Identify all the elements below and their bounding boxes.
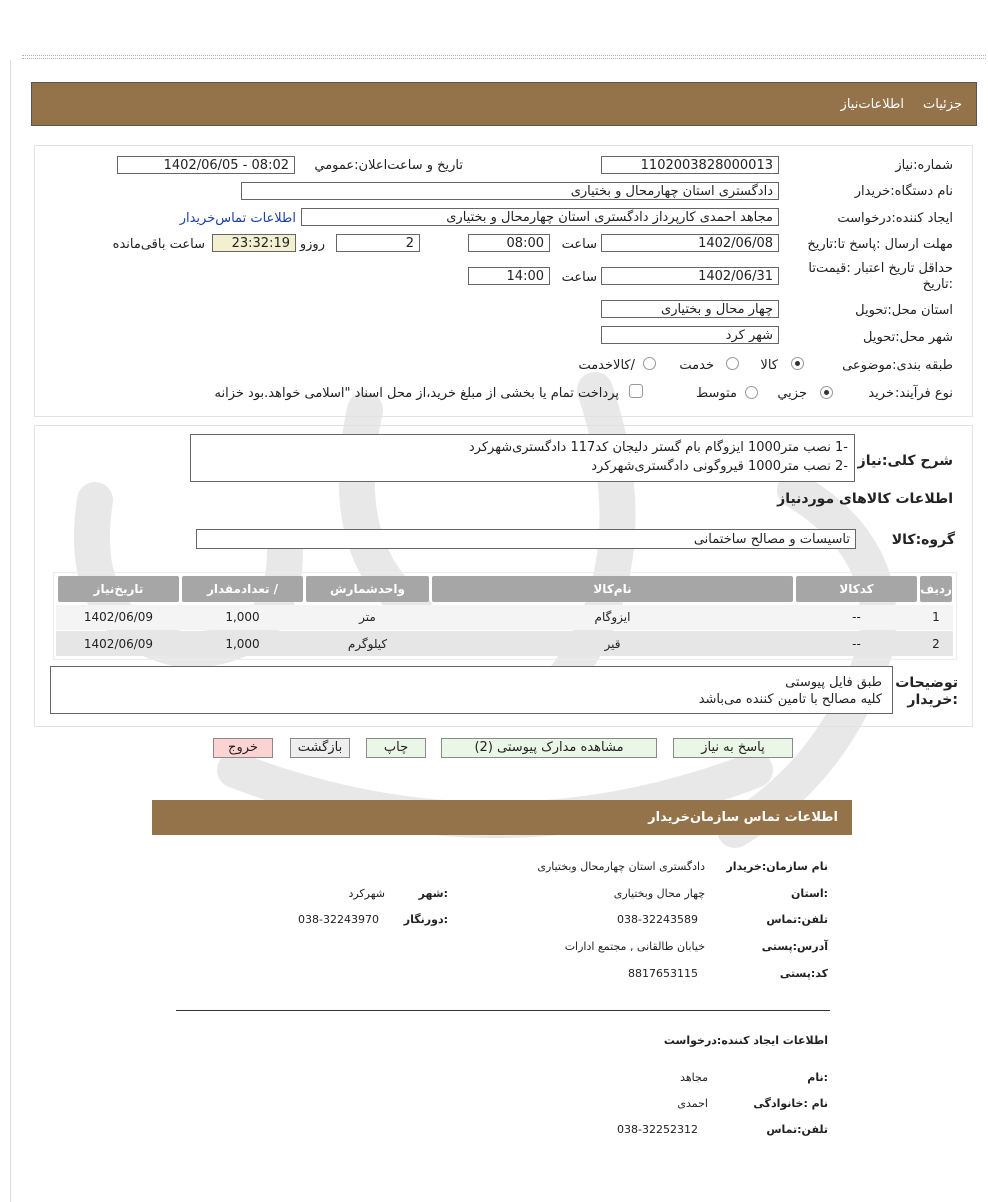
requester-phone-value: 038-32252312 — [617, 1123, 698, 1136]
requester-title: اطلاعات ایجاد کننده:درخواست — [663, 1034, 828, 1047]
days-field: 2 — [336, 234, 420, 252]
goods-group-field: تاسیسات و مصالح ساختمانی — [196, 529, 856, 549]
min-validity-label-2: :تاریخ — [922, 277, 953, 292]
requester-name-value: مجاهد — [680, 1071, 708, 1084]
left-border — [10, 60, 11, 1202]
province-label: استان محل:تحویل — [855, 303, 953, 318]
cell-date: 1402/06/09 — [83, 610, 154, 624]
contact-phone-value: 038-32243589 — [617, 913, 698, 926]
validity-time-label: ساعت — [561, 270, 597, 285]
notes-line-1: طبق فایل پیوستی — [785, 675, 882, 690]
back-button[interactable]: بازگشت — [290, 738, 350, 758]
province-field: چهار محال و بختیاری — [601, 300, 779, 318]
contact-fax-value: 038-32243970 — [298, 913, 379, 926]
creator-label: ایجاد کننده:درخواست — [837, 211, 953, 226]
exit-button[interactable]: خروج — [213, 738, 273, 758]
col-header-qty: / تعدادمقدار — [182, 576, 303, 602]
validity-date-field: 1402/06/31 — [601, 267, 779, 285]
contact-org-value: دادگستری استان چهارمحال وبختیاری — [537, 860, 705, 873]
category-goods-radio[interactable] — [791, 357, 804, 370]
category-both-radio[interactable] — [643, 357, 656, 370]
buyer-org-label: نام دستگاه:خریدار — [854, 184, 953, 199]
need-number-field: 1102003828000013 — [601, 156, 779, 174]
days-label: روزو — [299, 237, 325, 252]
contact-fax-label: :دورنگار — [403, 913, 448, 926]
buyer-contact-link[interactable]: اطلاعات تماس‌خریدار — [179, 211, 296, 226]
goods-group-label: گروه:کالا — [891, 532, 955, 548]
buyer-notes-label-2: :خریدار — [907, 692, 958, 708]
requester-phone-label: تلفن:تماس — [766, 1123, 828, 1136]
cell-code: -- — [852, 610, 861, 624]
deadline-time-field: 08:00 — [468, 234, 550, 252]
contact-address-value: خیابان طالقانی , مجتمع ادارات — [564, 940, 705, 953]
col-header-date: تاریخ‌نیاز — [58, 576, 179, 602]
cell-name: ایزوگام — [594, 610, 631, 624]
contact-postal-value: 8817653115 — [628, 967, 698, 980]
treasury-payment-checkbox[interactable] — [629, 384, 643, 398]
print-button[interactable]: چاپ — [366, 738, 426, 758]
category-service-label: خدمت — [679, 358, 714, 373]
contact-city-value: شهرکرد — [348, 887, 385, 900]
top-divider — [22, 55, 986, 56]
desc-line-1: -1 نصب متر1000 ایزوگام بام گستر دلیجان کد117 دادگستری‌شهرکرد — [468, 440, 848, 455]
top-divider-2 — [22, 58, 986, 59]
cell-name: قیر — [604, 637, 621, 651]
general-desc-box — [190, 434, 855, 482]
need-number-label: شماره:نیاز — [895, 158, 953, 173]
announce-label: تاریخ و ساعت‌اعلان:عمومي — [314, 158, 463, 173]
process-partial-radio[interactable] — [820, 386, 833, 399]
buyer-notes-box — [50, 666, 893, 714]
cell-unit: متر — [359, 610, 376, 624]
contact-city-label: :شهر — [418, 887, 448, 900]
col-header-unit: واحدشمارش — [306, 576, 429, 602]
col-header-name: نام‌کالا — [432, 576, 793, 602]
process-medium-label: متوسط — [696, 386, 737, 401]
desc-line-2: -2 نصب متر1000 قیروگونی دادگستری‌شهرکرد — [591, 459, 848, 474]
category-label: طبقه بندی:موضوعی — [842, 358, 953, 373]
category-both-label: /کالاخدمت — [578, 358, 635, 373]
col-header-row: ردیف — [920, 576, 952, 602]
remaining-label: ساعت باقی‌مانده — [112, 237, 205, 252]
tab-details[interactable]: جزئیات — [923, 97, 962, 112]
contact-province-label: :استان — [791, 887, 828, 900]
contact-phone-label: تلفن:تماس — [766, 913, 828, 926]
process-partial-label: جزیي — [777, 386, 807, 401]
buyer-notes-label: توضیحات — [895, 675, 958, 691]
cell-unit: کیلوگرم — [347, 637, 388, 651]
category-goods-label: کالا — [760, 358, 778, 373]
view-docs-button[interactable]: مشاهده مدارک پیوستی (2) — [441, 738, 657, 758]
cell-row: 2 — [932, 637, 940, 651]
remaining-time-field: 23:32:19 — [212, 234, 296, 252]
deadline-time-label: ساعت — [561, 237, 597, 252]
city-label: شهر محل:تحویل — [863, 330, 953, 345]
buyer-org-field: دادگستری استان چهارمحال و بختیاری — [241, 182, 779, 200]
general-desc-label: شرح کلی:نیاز — [857, 453, 953, 469]
process-label: نوع فرآیند: — [895, 386, 953, 401]
min-validity-label: حداقل تاریخ اعتبار :قیمت‌تا — [808, 261, 953, 276]
header-bar — [31, 82, 977, 126]
requester-name-label: :نام — [807, 1071, 828, 1084]
requester-family-label: نام :خانوادگی — [753, 1097, 828, 1110]
contact-org-label: نام سازمان:خریدار — [726, 860, 828, 873]
contact-address-label: آدرس:پستی — [761, 940, 828, 953]
process-buy-label: خرید — [868, 386, 894, 401]
goods-info-title: اطلاعات کالاهای مورد‌نیاز — [777, 491, 953, 507]
tab-need-info[interactable]: اطلاعات‌نیاز — [840, 97, 904, 112]
cell-row: 1 — [932, 610, 940, 624]
reply-button[interactable]: پاسخ به نیاز — [673, 738, 793, 758]
cell-qty: 1,000 — [225, 610, 260, 624]
city-field: شهر کرد — [601, 326, 779, 344]
contact-header-bar — [152, 800, 852, 835]
deadline-label: مهلت ارسال :پاسخ تا:تاریخ — [807, 237, 953, 252]
requester-family-value: احمدی — [677, 1097, 708, 1110]
process-medium-radio[interactable] — [745, 386, 758, 399]
contact-title: اطلاعات تماس سازمان‌خریدار — [648, 810, 838, 825]
announce-field: 1402/06/05 - 08:02 — [117, 156, 295, 174]
contact-divider — [176, 1010, 830, 1011]
category-service-radio[interactable] — [726, 357, 739, 370]
col-header-code: کدکالا — [796, 576, 917, 602]
validity-time-field: 14:00 — [468, 267, 550, 285]
cell-qty: 1,000 — [225, 637, 260, 651]
contact-province-value: چهار محال وبختیاری — [613, 887, 705, 900]
treasury-payment-note: پرداخت تمام یا بخشی از مبلغ خرید،از محل اسناد "اسلامی خواهد.بود خزانه — [214, 386, 619, 401]
contact-postal-label: کد:پستی — [779, 967, 828, 980]
creator-field: مجاهد احمدی کارپرداز دادگستری استان چهارمحال و بختیاری — [301, 208, 779, 226]
notes-line-2: کلیه مصالح با تامین کننده می‌باشد — [698, 692, 882, 707]
cell-code: -- — [852, 637, 861, 651]
cell-date: 1402/06/09 — [83, 637, 154, 651]
deadline-date-field: 1402/06/08 — [601, 234, 779, 252]
